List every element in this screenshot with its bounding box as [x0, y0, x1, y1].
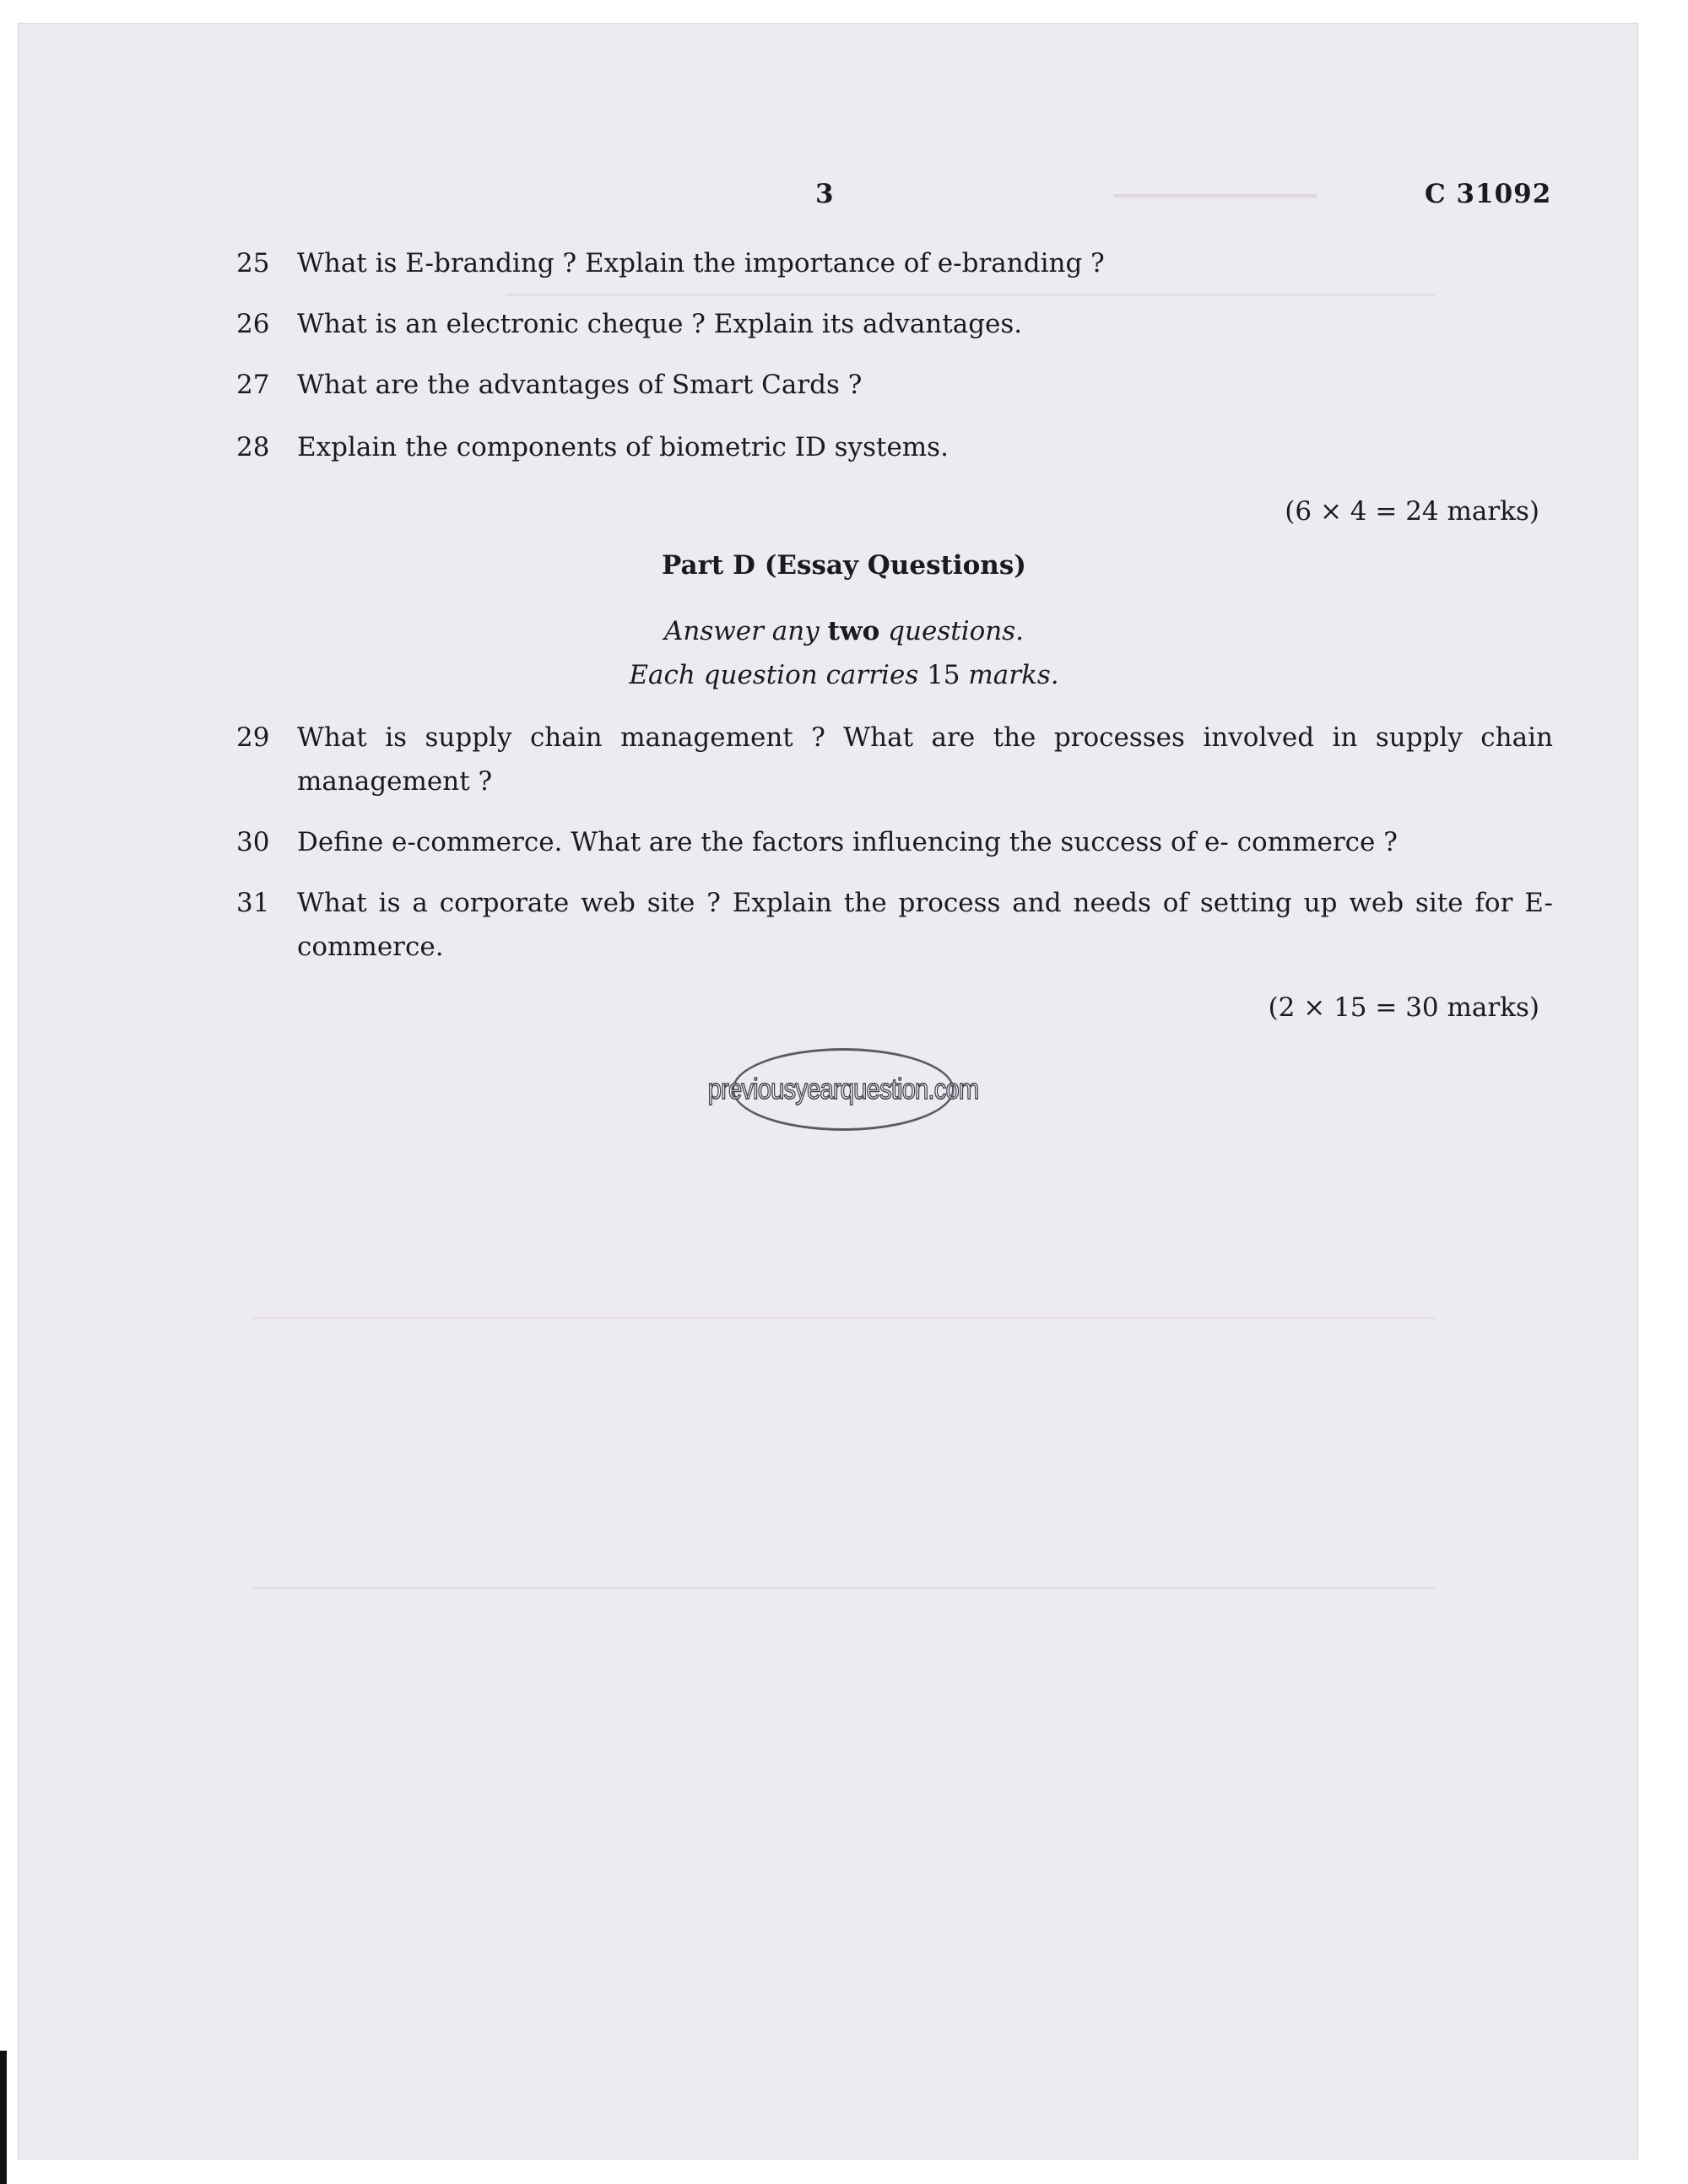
question-text: What is a corporate web site ? Explain the process and needs of setting up web site for E-commerce.	[297, 888, 1553, 962]
question-number: 28	[236, 432, 270, 462]
question-29	[236, 716, 1553, 803]
instruction-bold: two	[827, 616, 880, 646]
bleed-through-decoration	[506, 294, 1435, 296]
page-number: 3	[815, 179, 834, 209]
bleed-through-decoration	[1114, 194, 1317, 197]
bleed-through-decoration	[253, 1316, 1435, 1319]
question-number: 30	[236, 827, 270, 857]
instruction-number: 15	[927, 660, 960, 690]
instruction-text: marks.	[960, 660, 1059, 690]
question-text: What are the advantages of Smart Cards ?	[297, 370, 863, 400]
question-28	[236, 425, 1553, 469]
watermark-logo	[707, 1048, 979, 1131]
instruction-text: Each question carries	[629, 660, 928, 690]
bleed-through-decoration	[253, 1587, 1435, 1589]
part-d-instruction-2	[0, 660, 1688, 690]
question-text: Explain the components of biometric ID systems.	[297, 432, 949, 462]
question-number: 31	[236, 888, 270, 918]
question-26	[236, 302, 1553, 346]
scan-edge	[0, 2051, 7, 2184]
question-text: What is E-branding ? Explain the importance of e-branding ?	[297, 248, 1105, 278]
question-number: 26	[236, 309, 270, 339]
question-text: Define e-commerce. What are the factors influencing the success of e- commerce ?	[297, 827, 1398, 857]
question-number: 27	[236, 370, 270, 400]
part-d-marks: (2 × 15 = 30 marks)	[1268, 992, 1539, 1023]
question-31	[236, 881, 1553, 969]
question-text: What is supply chain management ? What are the processes involved in supply chain management ?	[297, 722, 1553, 797]
question-25	[236, 241, 1553, 285]
question-number: 25	[236, 248, 270, 278]
paper-code: C 31092	[1425, 179, 1552, 209]
instruction-text: Answer any	[663, 616, 828, 646]
part-d-title: Part D (Essay Questions)	[662, 550, 1026, 581]
part-c-marks: (6 × 4 = 24 marks)	[1285, 496, 1539, 527]
instruction-text: questions.	[879, 616, 1024, 646]
question-30	[236, 820, 1553, 864]
question-text: What is an electronic cheque ? Explain its advantages.	[297, 309, 1023, 339]
question-number: 29	[236, 722, 270, 753]
part-d-instruction-1	[0, 616, 1688, 646]
question-27	[236, 363, 1553, 407]
watermark-text: previousyearquestion.com	[707, 1073, 979, 1106]
